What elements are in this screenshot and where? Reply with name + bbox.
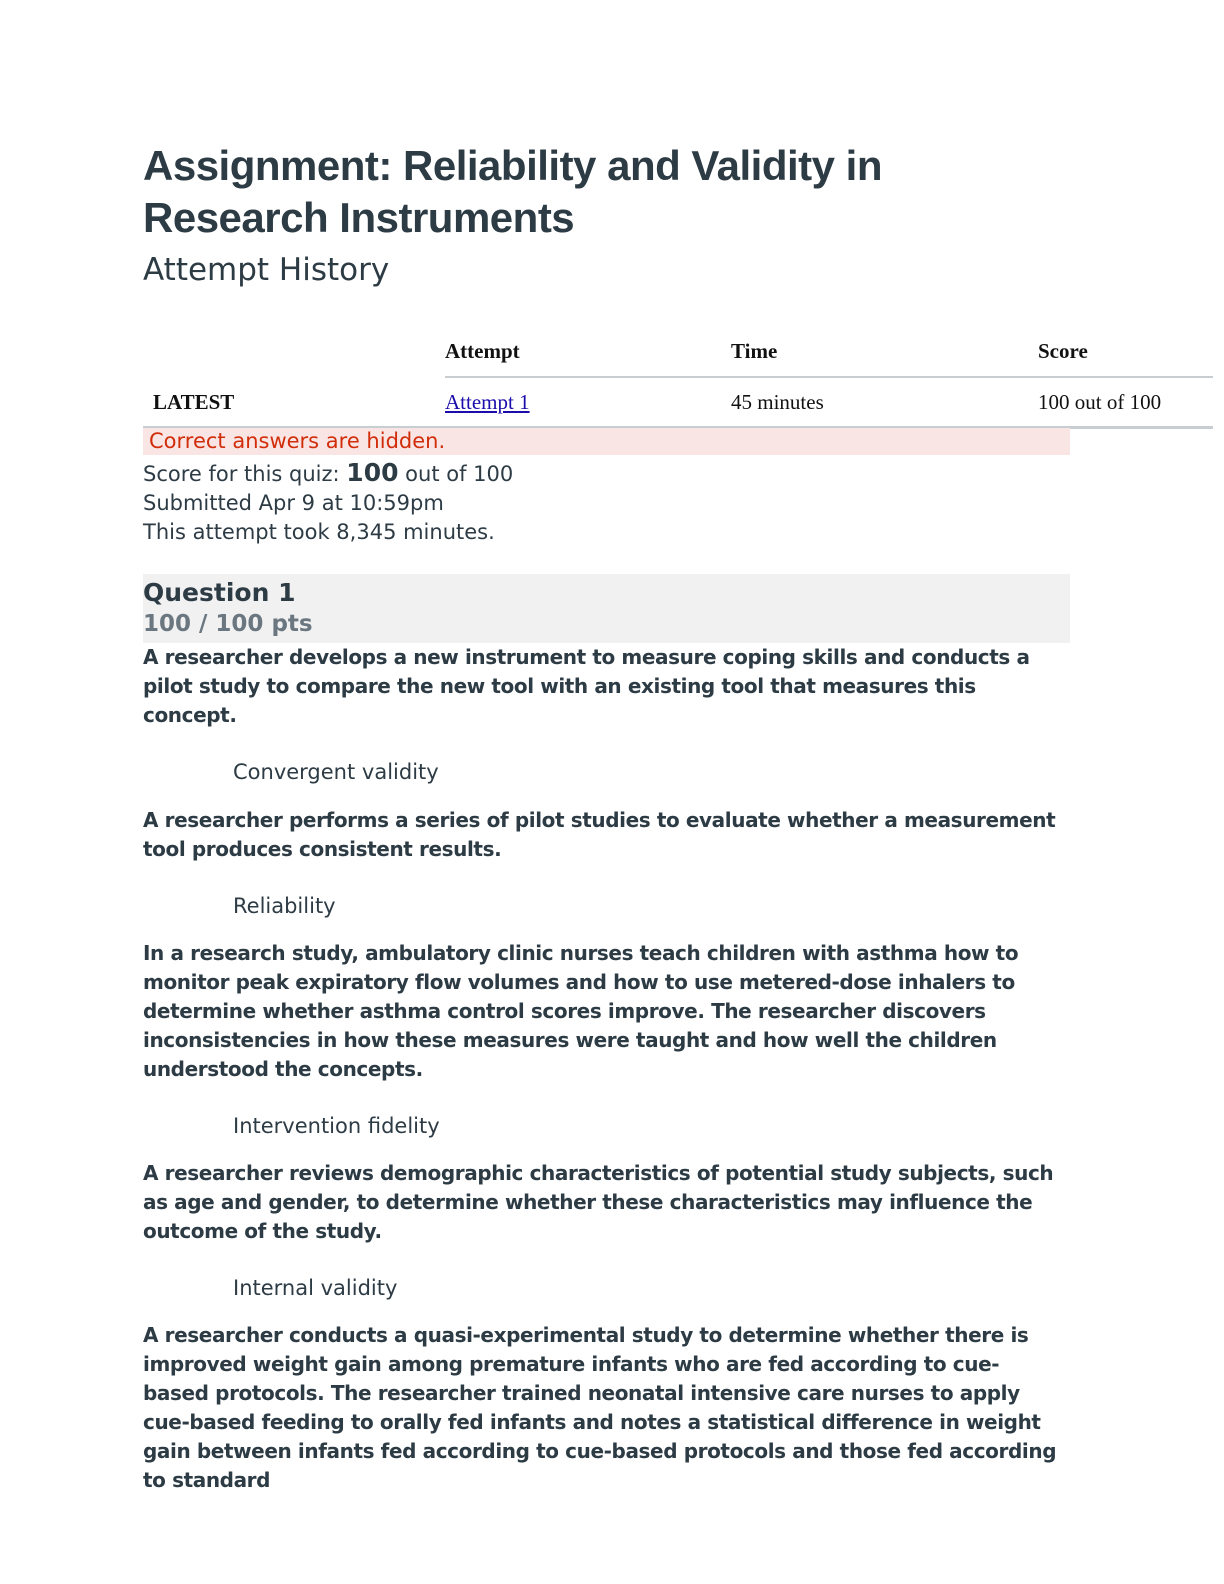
question-title: Question 1	[143, 578, 296, 607]
score-line	[143, 458, 513, 489]
page-subtitle: Attempt History	[143, 252, 390, 288]
score-suffix: out of 100	[398, 462, 514, 486]
item-prompt-2: A researcher performs a series of pilot studies to evaluate whether a measurement tool produces consistent results.	[143, 808, 1056, 861]
attempt-history-table	[143, 326, 1213, 429]
item-answer-1: Convergent validity	[233, 760, 439, 784]
item-answer-2: Reliability	[233, 894, 336, 918]
question-items	[143, 643, 1063, 1495]
item-prompt-4: A researcher reviews demographic characteristics of potential study subjects, such as age and gender, to determine whether these characteristics may influence the outcome of the study.	[143, 1161, 1054, 1243]
header-empty	[143, 326, 445, 377]
item-prompt-5: A researcher conducts a quasi-experimental study to determine whether there is improved weight gain among premature infants who are fed according to cue-based protocols. The researcher trained neonatal intensive care nurses to apply cue-based feeding to orally fed infants and notes a statistical difference in weight gain between infants fed according to cue-based protocols and those fed according to standard	[143, 1323, 1057, 1492]
quiz-page	[143, 140, 1213, 1492]
score-value: 100	[346, 458, 399, 487]
time-cell: 45 minutes	[731, 389, 824, 414]
quiz-summary	[143, 458, 513, 547]
hidden-answers-notice: Correct answers are hidden.	[143, 428, 1070, 455]
header-score: Score	[1038, 338, 1088, 363]
item-prompt-3: In a research study, ambulatory clinic nurses teach children with asthma how to monitor peak expiratory flow volumes and how to use metered-dose inhalers to determine whether asthma control scores improve. The researcher discovers inconsistencies in how these measures were taught and how well the children understood the concepts.	[143, 941, 1019, 1081]
table-row	[143, 377, 1213, 428]
header-attempt: Attempt	[445, 338, 520, 363]
item-answer-3: Intervention fidelity	[233, 1114, 440, 1138]
submitted-line: Submitted Apr 9 at 10:59pm	[143, 491, 444, 515]
table-header-row	[143, 326, 1213, 377]
attempt-cell	[445, 377, 731, 428]
latest-label: LATEST	[153, 389, 235, 414]
question-header	[143, 574, 1070, 643]
duration-line: This attempt took 8,345 minutes.	[143, 520, 495, 544]
score-prefix: Score for this quiz:	[143, 462, 347, 486]
item-prompt-1: A researcher develops a new instrument to measure coping skills and conducts a pilot study to compare the new tool with an existing tool that measures this concept.	[143, 645, 1030, 727]
header-time: Time	[731, 338, 778, 363]
page-title: Assignment: Reliability and Validity in Research Instruments	[143, 142, 882, 241]
score-cell: 100 out of 100	[1038, 389, 1162, 414]
item-answer-4: Internal validity	[233, 1276, 398, 1300]
attempt-1-link[interactable]: Attempt 1	[445, 389, 530, 414]
question-points: 100 / 100 pts	[143, 611, 313, 637]
